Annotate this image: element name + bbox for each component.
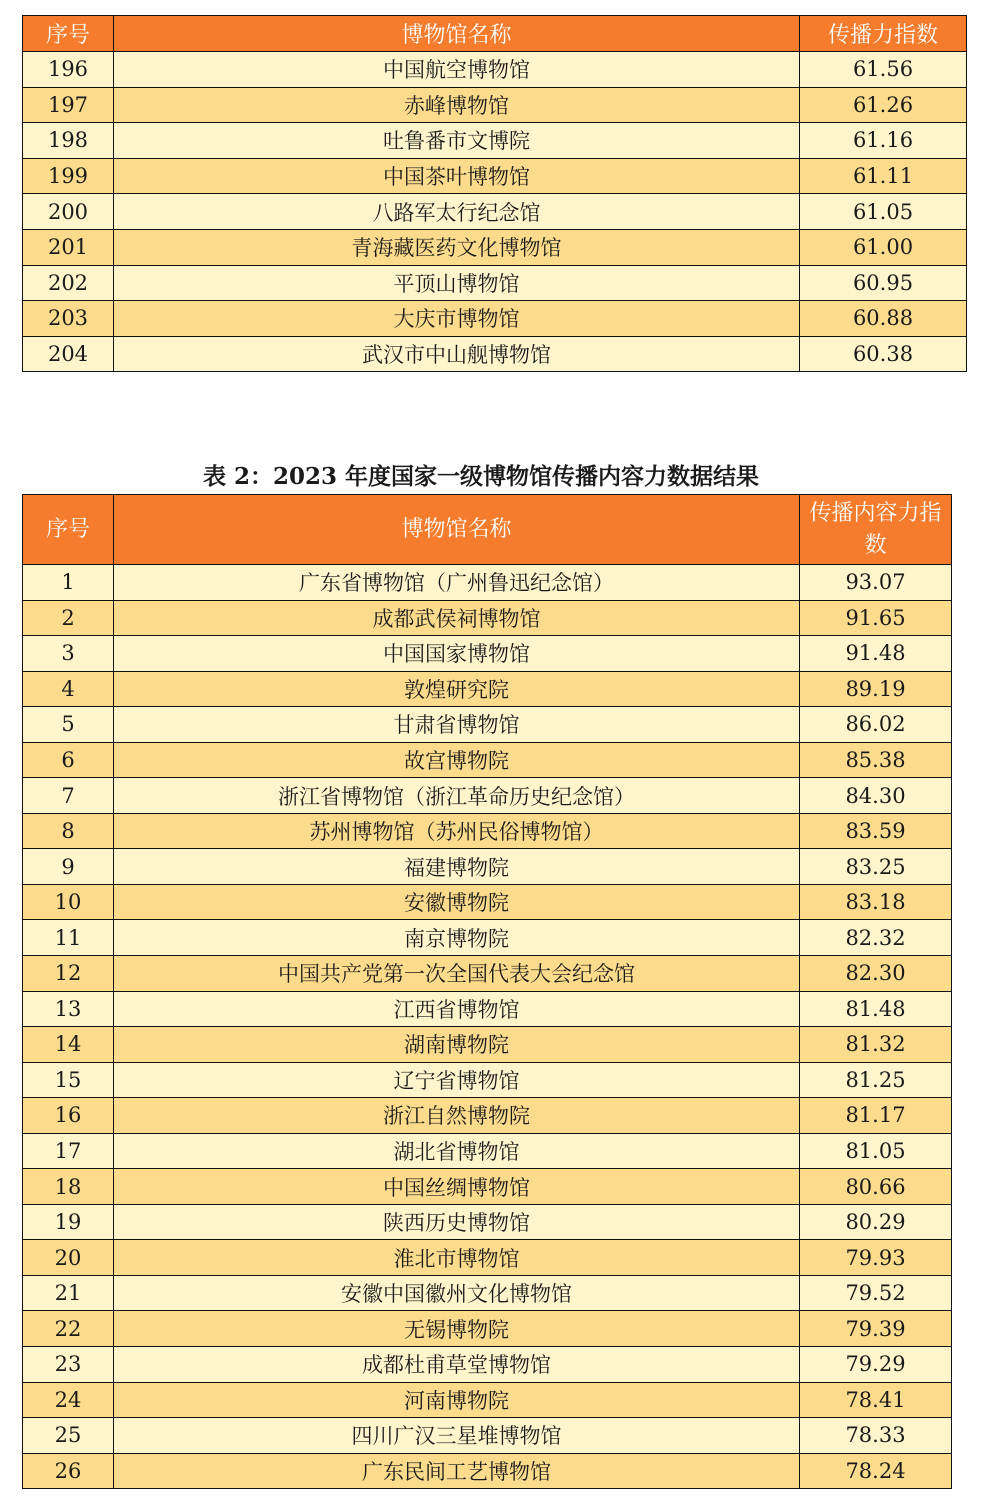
- cell-museum-name: 淮北市博物馆: [114, 1240, 800, 1276]
- cell-score: 61.26: [800, 87, 967, 123]
- table-row: [23, 742, 952, 778]
- table-row: [23, 849, 952, 885]
- cell-index: 6: [23, 742, 114, 778]
- cell-index: 196: [23, 52, 114, 88]
- cell-index: 14: [23, 1027, 114, 1063]
- cell-index: 201: [23, 229, 114, 265]
- cell-score: 61.16: [800, 123, 967, 159]
- table-row: [23, 884, 952, 920]
- cell-index: 203: [23, 301, 114, 337]
- cell-score: 80.29: [800, 1204, 952, 1240]
- cell-index: 11: [23, 920, 114, 956]
- cell-index: 9: [23, 849, 114, 885]
- cell-index: 18: [23, 1169, 114, 1205]
- cell-index: 200: [23, 194, 114, 230]
- table-row: [23, 671, 952, 707]
- cell-museum-name: 青海藏医药文化博物馆: [114, 229, 800, 265]
- cell-index: 21: [23, 1275, 114, 1311]
- cell-index: 15: [23, 1062, 114, 1098]
- cell-museum-name: 浙江自然博物院: [114, 1098, 800, 1134]
- cell-score: 81.05: [800, 1133, 952, 1169]
- cell-score: 82.32: [800, 920, 952, 956]
- cell-score: 84.30: [800, 778, 952, 814]
- cell-index: 17: [23, 1133, 114, 1169]
- cell-score: 79.39: [800, 1311, 952, 1347]
- cell-museum-name: 故宫博物院: [114, 742, 800, 778]
- cell-score: 89.19: [800, 671, 952, 707]
- cell-score: 61.00: [800, 229, 967, 265]
- cell-museum-name: 中国共产党第一次全国代表大会纪念馆: [114, 956, 800, 992]
- cell-score: 83.25: [800, 849, 952, 885]
- table-content-index: [22, 494, 952, 1489]
- table-row: [23, 636, 952, 672]
- cell-score: 82.30: [800, 956, 952, 992]
- table-row: [23, 1275, 952, 1311]
- table-row: [23, 707, 952, 743]
- cell-museum-name: 平顶山博物馆: [114, 265, 800, 301]
- cell-index: 198: [23, 123, 114, 159]
- table-row: [23, 813, 952, 849]
- cell-index: 16: [23, 1098, 114, 1134]
- cell-index: 13: [23, 991, 114, 1027]
- cell-museum-name: 辽宁省博物馆: [114, 1062, 800, 1098]
- cell-index: 1: [23, 565, 114, 601]
- cell-score: 81.32: [800, 1027, 952, 1063]
- table-row: [23, 956, 952, 992]
- cell-score: 83.59: [800, 813, 952, 849]
- cell-museum-name: 中国丝绸博物馆: [114, 1169, 800, 1205]
- cell-index: 25: [23, 1418, 114, 1454]
- cell-index: 26: [23, 1453, 114, 1489]
- cell-score: 78.33: [800, 1418, 952, 1454]
- cell-museum-name: 南京博物院: [114, 920, 800, 956]
- cell-index: 202: [23, 265, 114, 301]
- cell-score: 79.52: [800, 1275, 952, 1311]
- table-row: [23, 229, 967, 265]
- table-row: [23, 600, 952, 636]
- table-row: [23, 565, 952, 601]
- cell-score: 83.18: [800, 884, 952, 920]
- table-row: [23, 1382, 952, 1418]
- cell-museum-name: 吐鲁番市文博院: [114, 123, 800, 159]
- cell-index: 20: [23, 1240, 114, 1276]
- table-row: [23, 1027, 952, 1063]
- cell-score: 79.29: [800, 1347, 952, 1383]
- cell-score: 91.48: [800, 636, 952, 672]
- cell-museum-name: 四川广汉三星堆博物馆: [114, 1418, 800, 1454]
- cell-museum-name: 湖南博物院: [114, 1027, 800, 1063]
- cell-score: 61.11: [800, 158, 967, 194]
- table-row: [23, 123, 967, 159]
- cell-index: 7: [23, 778, 114, 814]
- cell-museum-name: 河南博物院: [114, 1382, 800, 1418]
- cell-museum-name: 安徽中国徽州文化博物馆: [114, 1275, 800, 1311]
- table-row: [23, 1240, 952, 1276]
- cell-index: 197: [23, 87, 114, 123]
- header-index: 序号: [23, 16, 114, 52]
- table-communication-index: [22, 15, 967, 372]
- cell-index: 19: [23, 1204, 114, 1240]
- cell-museum-name: 浙江省博物馆（浙江革命历史纪念馆）: [114, 778, 800, 814]
- cell-index: 4: [23, 671, 114, 707]
- cell-museum-name: 八路军太行纪念馆: [114, 194, 800, 230]
- cell-museum-name: 敦煌研究院: [114, 671, 800, 707]
- table-row: [23, 1062, 952, 1098]
- cell-score: 61.56: [800, 52, 967, 88]
- cell-score: 86.02: [800, 707, 952, 743]
- cell-museum-name: 安徽博物院: [114, 884, 800, 920]
- cell-index: 24: [23, 1382, 114, 1418]
- cell-museum-name: 武汉市中山舰博物馆: [114, 336, 800, 372]
- table-row: [23, 301, 967, 337]
- cell-museum-name: 湖北省博物馆: [114, 1133, 800, 1169]
- table-row: [23, 920, 952, 956]
- table-row: [23, 1133, 952, 1169]
- header-museum-name: 博物馆名称: [114, 495, 800, 565]
- table-row: [23, 336, 967, 372]
- table-row: [23, 1169, 952, 1205]
- cell-score: 60.38: [800, 336, 967, 372]
- table-row: [23, 1098, 952, 1134]
- table-header-row: [23, 16, 967, 52]
- table-row: [23, 778, 952, 814]
- cell-museum-name: 中国国家博物馆: [114, 636, 800, 672]
- cell-museum-name: 广东民间工艺博物馆: [114, 1453, 800, 1489]
- cell-score: 61.05: [800, 194, 967, 230]
- cell-score: 85.38: [800, 742, 952, 778]
- cell-score: 81.17: [800, 1098, 952, 1134]
- table-row: [23, 1453, 952, 1489]
- cell-score: 78.24: [800, 1453, 952, 1489]
- cell-index: 8: [23, 813, 114, 849]
- table-row: [23, 158, 967, 194]
- cell-index: 3: [23, 636, 114, 672]
- cell-score: 79.93: [800, 1240, 952, 1276]
- table-row: [23, 52, 967, 88]
- cell-index: 10: [23, 884, 114, 920]
- cell-museum-name: 大庆市博物馆: [114, 301, 800, 337]
- table-row: [23, 1418, 952, 1454]
- cell-museum-name: 无锡博物院: [114, 1311, 800, 1347]
- table-row: [23, 87, 967, 123]
- cell-index: 22: [23, 1311, 114, 1347]
- header-index: 序号: [23, 495, 114, 565]
- cell-score: 81.48: [800, 991, 952, 1027]
- table2-caption: 表 2：2023 年度国家一级博物馆传播内容力数据结果: [202, 463, 760, 490]
- table-row: [23, 1204, 952, 1240]
- cell-index: 199: [23, 158, 114, 194]
- cell-museum-name: 中国茶叶博物馆: [114, 158, 800, 194]
- table-header-row: [23, 495, 952, 565]
- cell-index: 2: [23, 600, 114, 636]
- cell-museum-name: 苏州博物馆（苏州民俗博物馆）: [114, 813, 800, 849]
- cell-museum-name: 陕西历史博物馆: [114, 1204, 800, 1240]
- cell-museum-name: 成都杜甫草堂博物馆: [114, 1347, 800, 1383]
- table-row: [23, 991, 952, 1027]
- cell-index: 12: [23, 956, 114, 992]
- header-museum-name: 博物馆名称: [114, 16, 800, 52]
- cell-museum-name: 成都武侯祠博物馆: [114, 600, 800, 636]
- cell-index: 5: [23, 707, 114, 743]
- cell-index: 204: [23, 336, 114, 372]
- cell-museum-name: 赤峰博物馆: [114, 87, 800, 123]
- cell-museum-name: 中国航空博物馆: [114, 52, 800, 88]
- cell-score: 81.25: [800, 1062, 952, 1098]
- cell-museum-name: 甘肃省博物馆: [114, 707, 800, 743]
- cell-museum-name: 江西省博物馆: [114, 991, 800, 1027]
- cell-score: 93.07: [800, 565, 952, 601]
- cell-museum-name: 福建博物院: [114, 849, 800, 885]
- table-row: [23, 265, 967, 301]
- table-row: [23, 1347, 952, 1383]
- cell-score: 91.65: [800, 600, 952, 636]
- cell-score: 78.41: [800, 1382, 952, 1418]
- table-row: [23, 1311, 952, 1347]
- cell-museum-name: 广东省博物馆（广州鲁迅纪念馆）: [114, 565, 800, 601]
- cell-score: 60.95: [800, 265, 967, 301]
- header-score: 传播内容力指数: [800, 495, 952, 565]
- header-score: 传播力指数: [800, 16, 967, 52]
- cell-score: 60.88: [800, 301, 967, 337]
- cell-score: 80.66: [800, 1169, 952, 1205]
- cell-index: 23: [23, 1347, 114, 1383]
- table-row: [23, 194, 967, 230]
